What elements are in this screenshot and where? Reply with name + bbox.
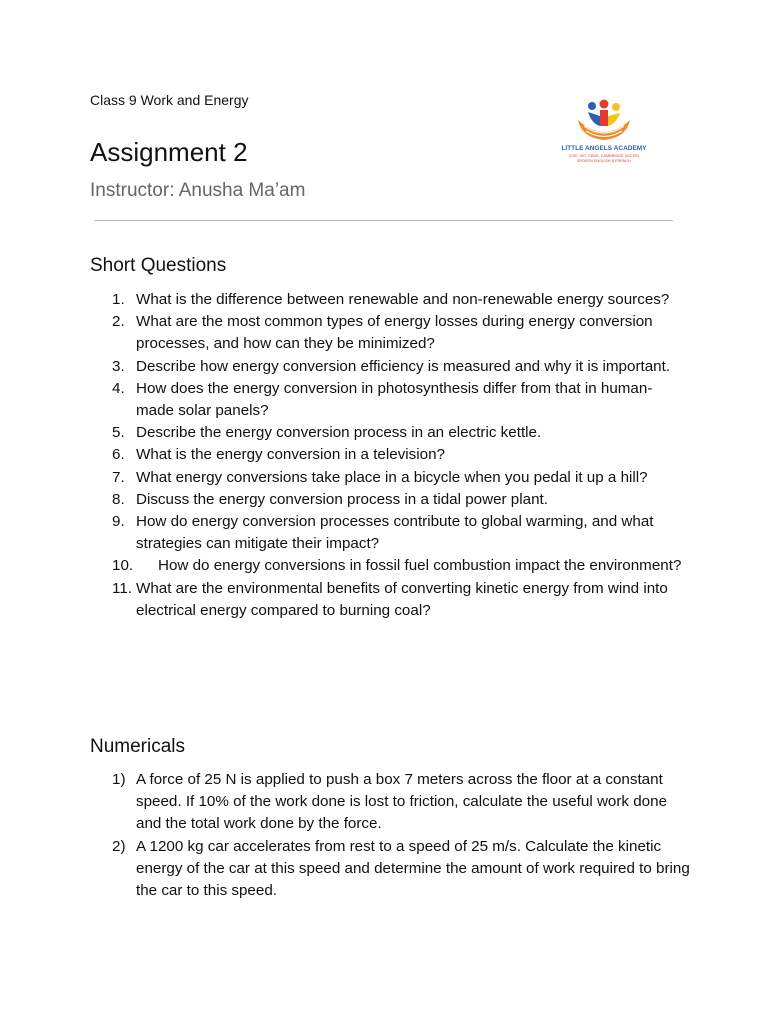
list-item-text: What are the most common types of energy losses during energy conversion processes, and how can they be minimized? <box>136 313 653 353</box>
numericals-heading: Numericals <box>90 736 186 757</box>
list-item-number: 1. <box>112 291 125 308</box>
list-item-text: How do energy conversion processes contribute to global warming, and what strategies can mitigate their impact? <box>136 513 654 553</box>
list-item-text: What is the difference between renewable and non-renewable energy sources? <box>136 291 670 308</box>
list-item-number: 6. <box>112 446 125 464</box>
list-item-number: 9. <box>112 513 125 531</box>
list-item-text: A force of 25 N is applied to push a box 7 meters across the floor at a constant speed. If 10% of the work done is lost to friction, calculate the useful work done and the total work done by the force. <box>136 771 668 833</box>
list-item-number: 8. <box>112 490 125 508</box>
list-item-text: How do energy conversions in fossil fuel combustion impact the environment? <box>158 557 682 575</box>
list-item-number: 2) <box>112 837 126 855</box>
list-item <box>90 422 690 444</box>
list-item-number: 1) <box>112 771 126 788</box>
list-item-text: Describe the energy conversion process in an electric kettle. <box>136 424 542 442</box>
list-item-text: How does the energy conversion in photosynthesis differ from that in human-made solar panels? <box>136 379 653 420</box>
list-item-number: 10. <box>112 557 134 575</box>
list-item-number: 7. <box>112 468 125 486</box>
list-item <box>90 769 690 836</box>
list-item <box>90 555 690 577</box>
list-item-number: 3. <box>112 357 125 375</box>
list-item-text: What is the energy conversion in a television? <box>136 446 445 464</box>
academy-logo-tagline: ICSE, ISC, CBSE, CAMBRIDGE (IGCSE) SPOKEN ENGLISH & FRENCH <box>568 154 640 163</box>
list-item <box>90 289 690 311</box>
list-item-text: What energy conversions take place in a bicycle when you pedal it up a hill? <box>136 468 648 486</box>
list-item <box>90 311 690 355</box>
list-item <box>90 489 690 511</box>
academy-logo-graphic <box>560 96 648 176</box>
instructor-line: Instructor: Anusha Ma’am <box>90 180 306 201</box>
list-item-number: 11. <box>112 579 132 597</box>
academy-logo-name: LITTLE ANGELS ACADEMY <box>561 145 647 152</box>
academy-logo <box>560 96 648 176</box>
list-item-text: What are the environmental benefits of converting kinetic energy from wind into electrical energy compared to burning coal? <box>136 579 668 619</box>
list-item-text: A 1200 kg car accelerates from rest to a speed of 25 m/s. Calculate the kinetic energy of the car at this speed and determine the amount of work required to bring the car to this speed. <box>136 837 690 900</box>
list-item-number: 4. <box>112 379 125 397</box>
short-questions-heading: Short Questions <box>90 255 227 276</box>
short-questions-list <box>90 289 690 622</box>
list-item <box>90 467 690 489</box>
list-item-text: Discuss the energy conversion process in a tidal power plant. <box>136 490 548 508</box>
list-item <box>90 836 690 903</box>
assignment-title: Assignment 2 <box>90 137 248 167</box>
list-item <box>90 444 690 466</box>
list-item-number: 2. <box>112 313 125 331</box>
numericals-list <box>90 769 690 902</box>
list-item-text: Describe how energy conversion efficiency is measured and why it is important. <box>136 357 671 375</box>
horizontal-divider <box>94 220 673 221</box>
list-item-number: 5. <box>112 424 125 442</box>
list-item <box>90 511 690 555</box>
list-item <box>90 356 690 378</box>
list-item <box>90 378 690 422</box>
class-title: Class 9 Work and Energy <box>90 92 249 108</box>
list-item <box>90 578 690 622</box>
